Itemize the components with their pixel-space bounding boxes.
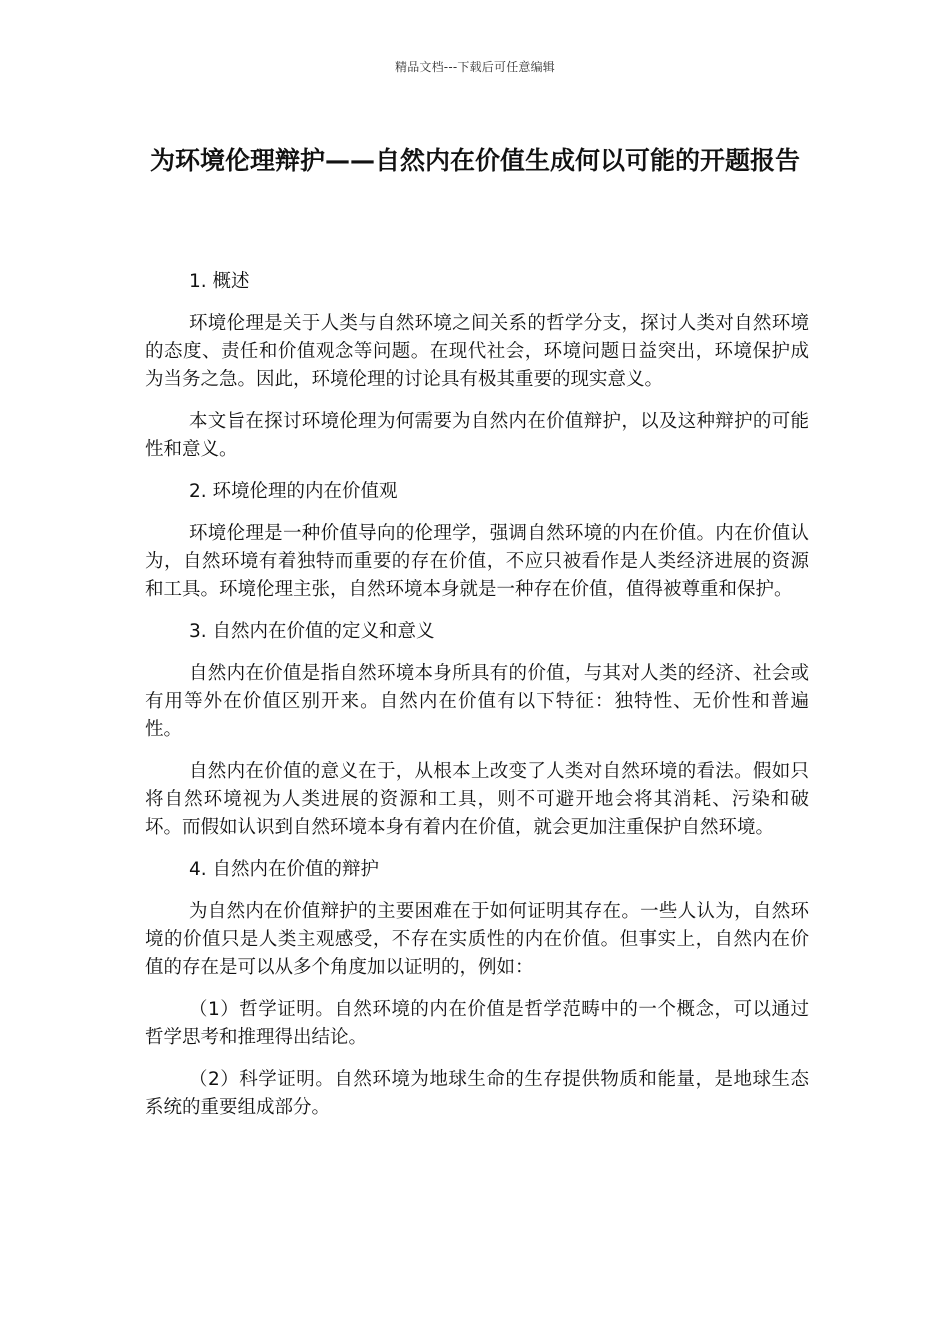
paragraph: 为自然内在价值辩护的主要困难在于如何证明其存在。一些人认为，自然环境的价值只是人类主观感受，不存在实质性的内在价值。但事实上，自然内在价值的存在是可以从多个角度加以证明的，例如：	[145, 901, 809, 978]
paragraph: 自然内在价值的意义在于，从根本上改变了人类对自然环境的看法。假如只将自然环境视为人类进展的资源和工具，则不可避开地会将其消耗、污染和破坏。而假如认识到自然环境本身有着内在价值，就会更加注重保护自然环境。	[145, 761, 809, 838]
document-body	[145, 268, 809, 1136]
paragraph: 自然内在价值是指自然环境本身所具有的价值，与其对人类的经济、社会或有用等外在价值区别开来。自然内在价值有以下特征：独特性、无价性和普遍性。	[145, 663, 809, 740]
paragraph: 环境伦理是关于人类与自然环境之间关系的哲学分支，探讨人类对自然环境的态度、责任和价值观念等问题。在现代社会，环境问题日益突出，环境保护成为当务之急。因此，环境伦理的讨论具有极其重要的现实意义。	[145, 313, 809, 390]
paragraph: 本文旨在探讨环境伦理为何需要为自然内在价值辩护，以及这种辩护的可能性和意义。	[145, 411, 809, 460]
list-item-philosophical-proof: （1）哲学证明。自然环境的内在价值是哲学范畴中的一个概念，可以通过哲学思考和推理得出结论。	[145, 999, 809, 1048]
section-heading-defense: 4. 自然内在价值的辩护	[189, 859, 380, 880]
section-heading-intrinsic-values: 2. 环境伦理的内在价值观	[189, 481, 398, 502]
list-item-scientific-proof: （2）科学证明。自然环境为地球生命的生存提供物质和能量，是地球生态系统的重要组成部分。	[145, 1069, 809, 1118]
document-title: 为环境伦理辩护——自然内在价值生成何以可能的开题报告	[149, 146, 800, 175]
paragraph: 环境伦理是一种价值导向的伦理学，强调自然环境的内在价值。内在价值认为，自然环境有着独特而重要的存在价值，不应只被看作是人类经济进展的资源和工具。环境伦理主张，自然环境本身就是一种存在价值，值得被尊重和保护。	[145, 523, 809, 600]
section-heading-overview: 1. 概述	[189, 271, 250, 292]
page-header-watermark: 精品文档---下载后可任意编辑	[395, 60, 555, 74]
section-heading-definition: 3. 自然内在价值的定义和意义	[189, 621, 435, 642]
